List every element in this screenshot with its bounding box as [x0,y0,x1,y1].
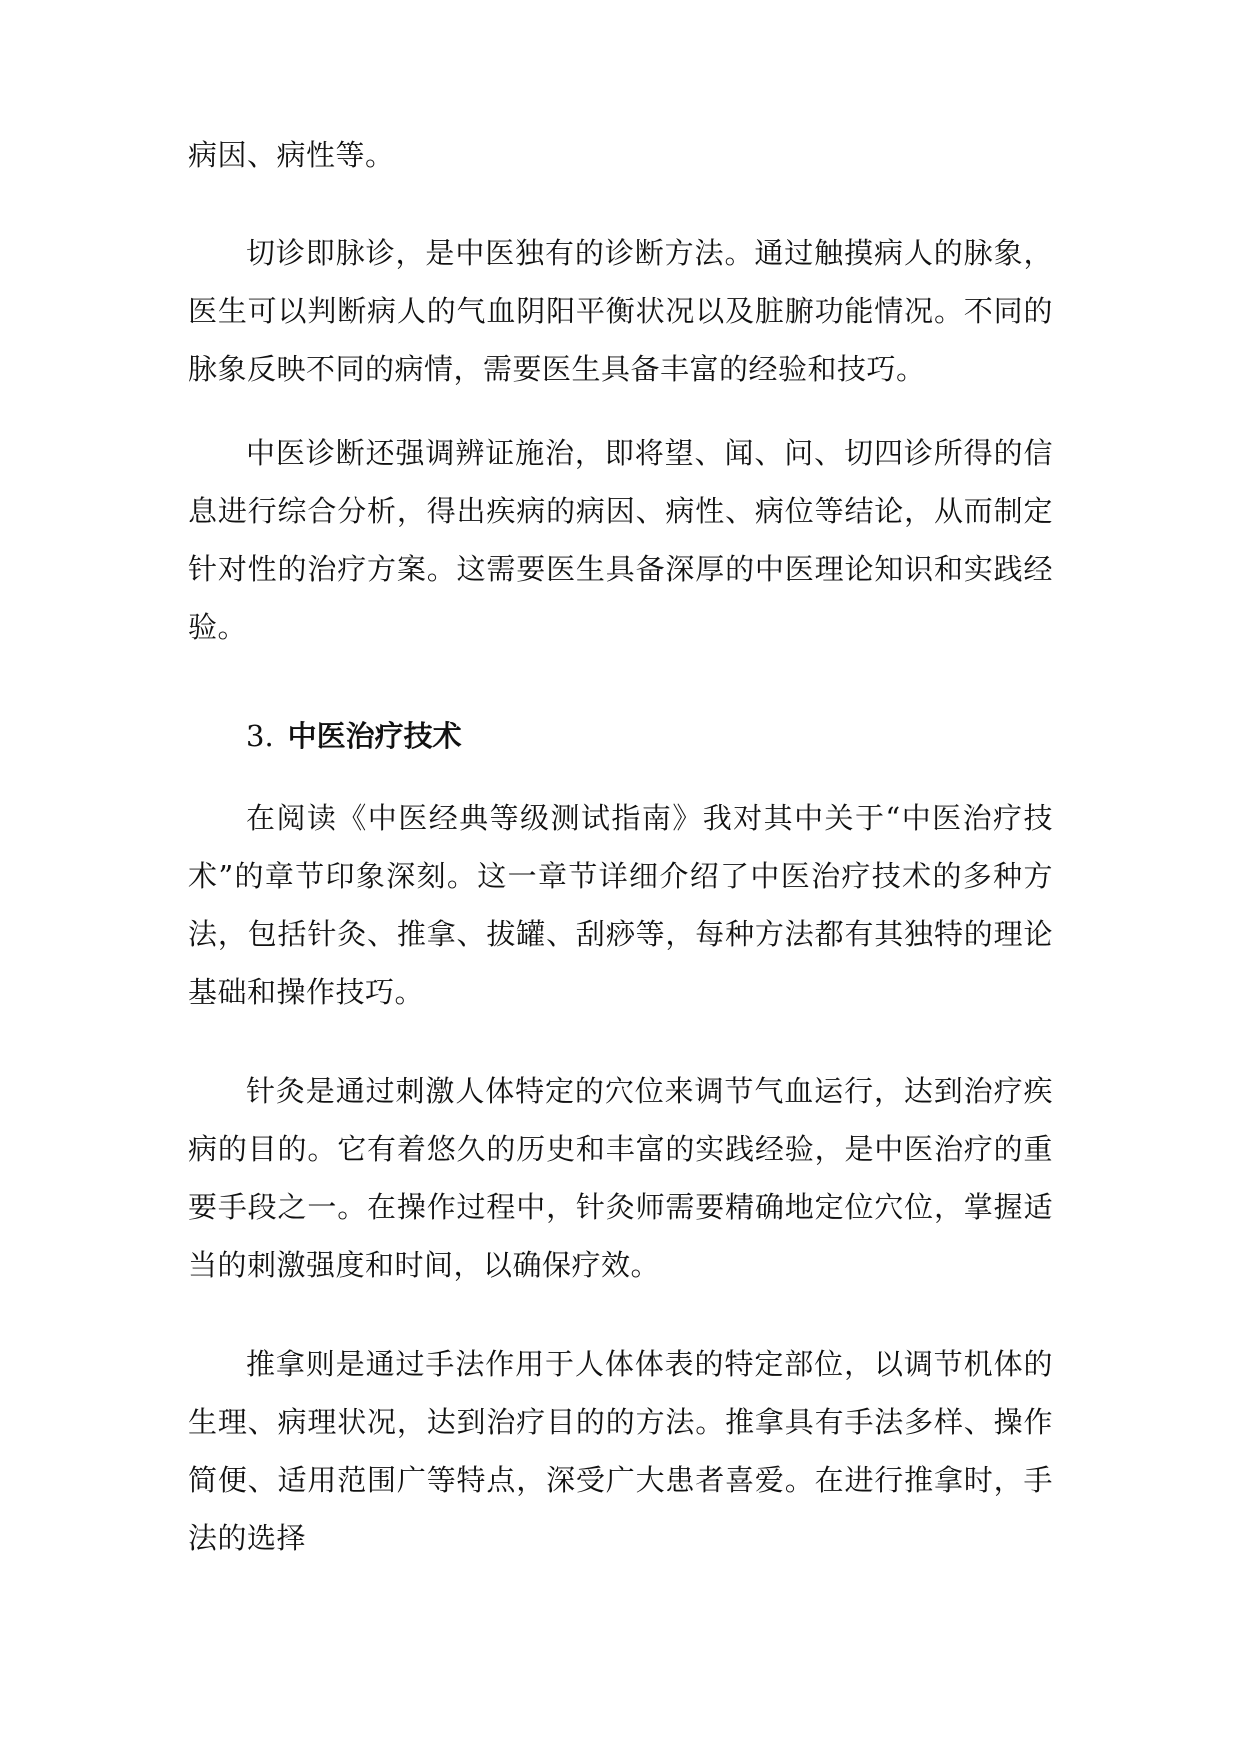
paragraph-pulse-diagnosis: 切诊即脉诊，是中医独有的诊断方法。通过触摸病人的脉象，医生可以判断病人的气血阴阳平衡状况以及脏腑功能情况。不同的脉象反映不同的病情，需要医生具备丰富的经验和技巧。 [188,236,1053,386]
section-heading [246,707,462,765]
paragraph-tuina: 推拿则是通过手法作用于人体体表的特定部位，以调节机体的生理、病理状况，达到治疗目的的方法。推拿具有手法多样、操作简便、适用范围广等特点，深受广大患者喜爱。在进行推拿时，手法的选择 [188,1347,1053,1555]
paragraph-syndrome-differentiation: 中医诊断还强调辨证施治，即将望、闻、问、切四诊所得的信息进行综合分析，得出疾病的病因、病性、病位等结论，从而制定针对性的治疗方案。这需要医生具备深厚的中医理论知识和实践经验。 [188,436,1053,644]
paragraph-acupuncture: 针灸是通过刺激人体特定的穴位来调节气血运行，达到治疗疾病的目的。它有着悠久的历史和丰富的实践经验，是中医治疗的重要手段之一。在操作过程中，针灸师需要精确地定位穴位，掌握适当的刺激强度和时间，以确保疗效。 [188,1074,1053,1282]
section-title: 中医治疗技术 [287,719,462,753]
paragraph-continuation: 病因、病性等。 [188,138,395,172]
section-number: 3. [246,719,274,753]
paragraph-treatment-intro: 在阅读《中医经典等级测试指南》我对其中关于“中医治疗技术”的章节印象深刻。这一章节详细介绍了中医治疗技术的多种方法，包括针灸、推拿、拔罐、刮痧等，每种方法都有其独特的理论基础和操作技巧。 [188,801,1053,1009]
